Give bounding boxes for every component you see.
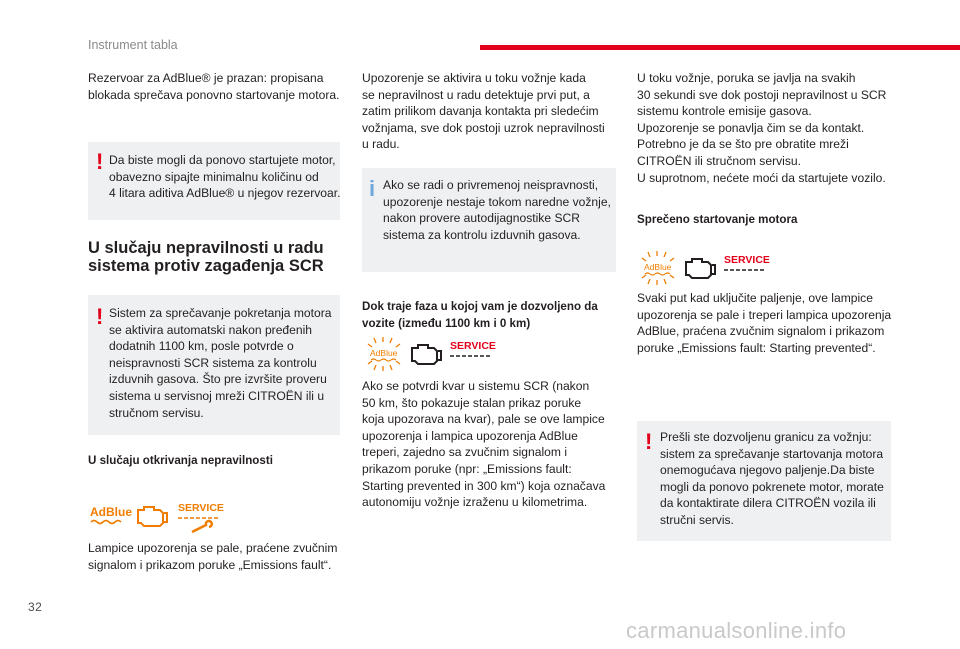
section-title: U slučaju nepravilnosti u radu sistema protiv zagađenja SCR <box>88 239 324 275</box>
col2-info-note: i Ako se radi o privremenoj neispravnosti, upozorenje nestaje tokom naredne vožnje, nakon provere autodijagnostike SCR sistema za kontrolu izduvnih gasova. <box>362 168 616 272</box>
col2-after-icons: Ako se potvrdi kvar u sistemu SCR (nakon 50 km, što pokazuje stalan prikaz poruke koja upozorava na kvar), pale se ove lampice upozorenja i lampica upozorenja AdBlue treperi, zajedno sa zvučnim signalom i prikazom poruke (npr: „Emissions fault: Starting prevented in 300 km“) koja označava autonomiju vožnje izraženu u kilometrima. <box>362 379 606 510</box>
warning-icon: ! <box>96 304 104 329</box>
col3-warning-note: ! Prešli ste dozvoljenu granicu za vožnju: sistem za sprečavanje startovanja motora onemogućava njegovo paljenje.Da biste mogli da ponovo pokrenete motor, morate da kontaktirate dilera CITROËN vozila ili stručni servis. <box>637 421 891 541</box>
svg-text:AdBlue: AdBlue <box>90 505 132 519</box>
col1-subheading: U slučaju otkrivanja nepravilnosti <box>88 454 273 467</box>
adblue-icon <box>90 505 132 524</box>
svg-text:AdBlue: AdBlue <box>644 262 672 272</box>
col3-after-icons: Svaki put kad uključite paljenje, ove lampice upozorenja se pale i treperi lampica upozorenja AdBlue, praćena zvučnim signalom i prikazom poruke „Emissions fault: Starting prevented“. <box>637 291 892 355</box>
col3-intro: U toku vožnje, poruka se javlja na svakih 30 sekundi sve dok postoji nepravilnost u SCR sistemu kontrole emisije gasova. Upozorenje se ponavlja čim se da kontakt. Potrebno je da se što pre obratite mreži CITROËN ili stručnom servisu. U suprotnom, nećete moći da startujete vozilo. <box>637 71 887 185</box>
engine-icon <box>412 345 441 364</box>
warning-icon: ! <box>645 429 653 454</box>
service-wrench-icon <box>724 254 770 270</box>
col1-warning-note-2: ! Sistem za sprečavanje pokretanja motora se aktivira automatski nakon pređenih dodatnih 1100 km, posle potvrde o neispravnosti SCR sistema za kontrolu izduvnih gasova. Što pre izvršite proveru sistema u servisnoj mreži CITROËN ili u stručnom servisu. <box>88 295 340 435</box>
adblue-flashing-icon <box>642 251 674 285</box>
col2-warning-lamps <box>364 336 499 372</box>
col2-intro: Upozorenje se aktivira u toku vožnje kada se nepravilnost u radu detektuje prvi put, a zatim prilikom davanja kontakta pri sledećim vožnjama, sve dok postoji uzrok nepravilnosti u radu. <box>362 71 605 152</box>
service-wrench-icon <box>178 502 224 532</box>
col3-warning-lamps <box>638 250 773 286</box>
col1-warning-note: ! Da biste mogli da ponovo startujete motor, obavezno sipajte minimalnu količinu od 4 litara aditiva AdBlue® u njegov rezervoar. <box>88 142 340 220</box>
svg-text:SERVICE: SERVICE <box>450 340 496 352</box>
svg-text:AdBlue: AdBlue <box>370 348 398 358</box>
col2-subheading: Dok traje faza u kojoj vam je dozvoljeno da vozite (između 1100 km i 0 km) <box>362 300 598 330</box>
header-accent-bar <box>480 45 960 50</box>
svg-text:SERVICE: SERVICE <box>178 502 224 514</box>
page-header-title: Instrument tabla <box>88 38 178 52</box>
service-wrench-icon <box>450 340 496 356</box>
engine-icon <box>686 259 715 278</box>
page-number: 32 <box>28 600 43 614</box>
col1-after-icons: Lampice upozorenja se pale, praćene zvučnim signalom i prikazom poruke „Emissions fault“. <box>88 541 338 572</box>
watermark-text: carmanualsonline.info <box>626 618 847 643</box>
col1-warning-lamps <box>88 498 228 534</box>
col1-intro: Rezervoar za AdBlue® je prazan: propisana blokada sprečava ponovno startovanje motora. <box>88 71 340 102</box>
warning-icon: ! <box>96 149 104 174</box>
svg-text:SERVICE: SERVICE <box>724 254 770 266</box>
col3-subheading: Sprečeno startovanje motora <box>637 213 798 226</box>
info-icon: i <box>369 176 376 201</box>
engine-icon <box>138 507 167 526</box>
adblue-flashing-icon <box>368 337 400 371</box>
